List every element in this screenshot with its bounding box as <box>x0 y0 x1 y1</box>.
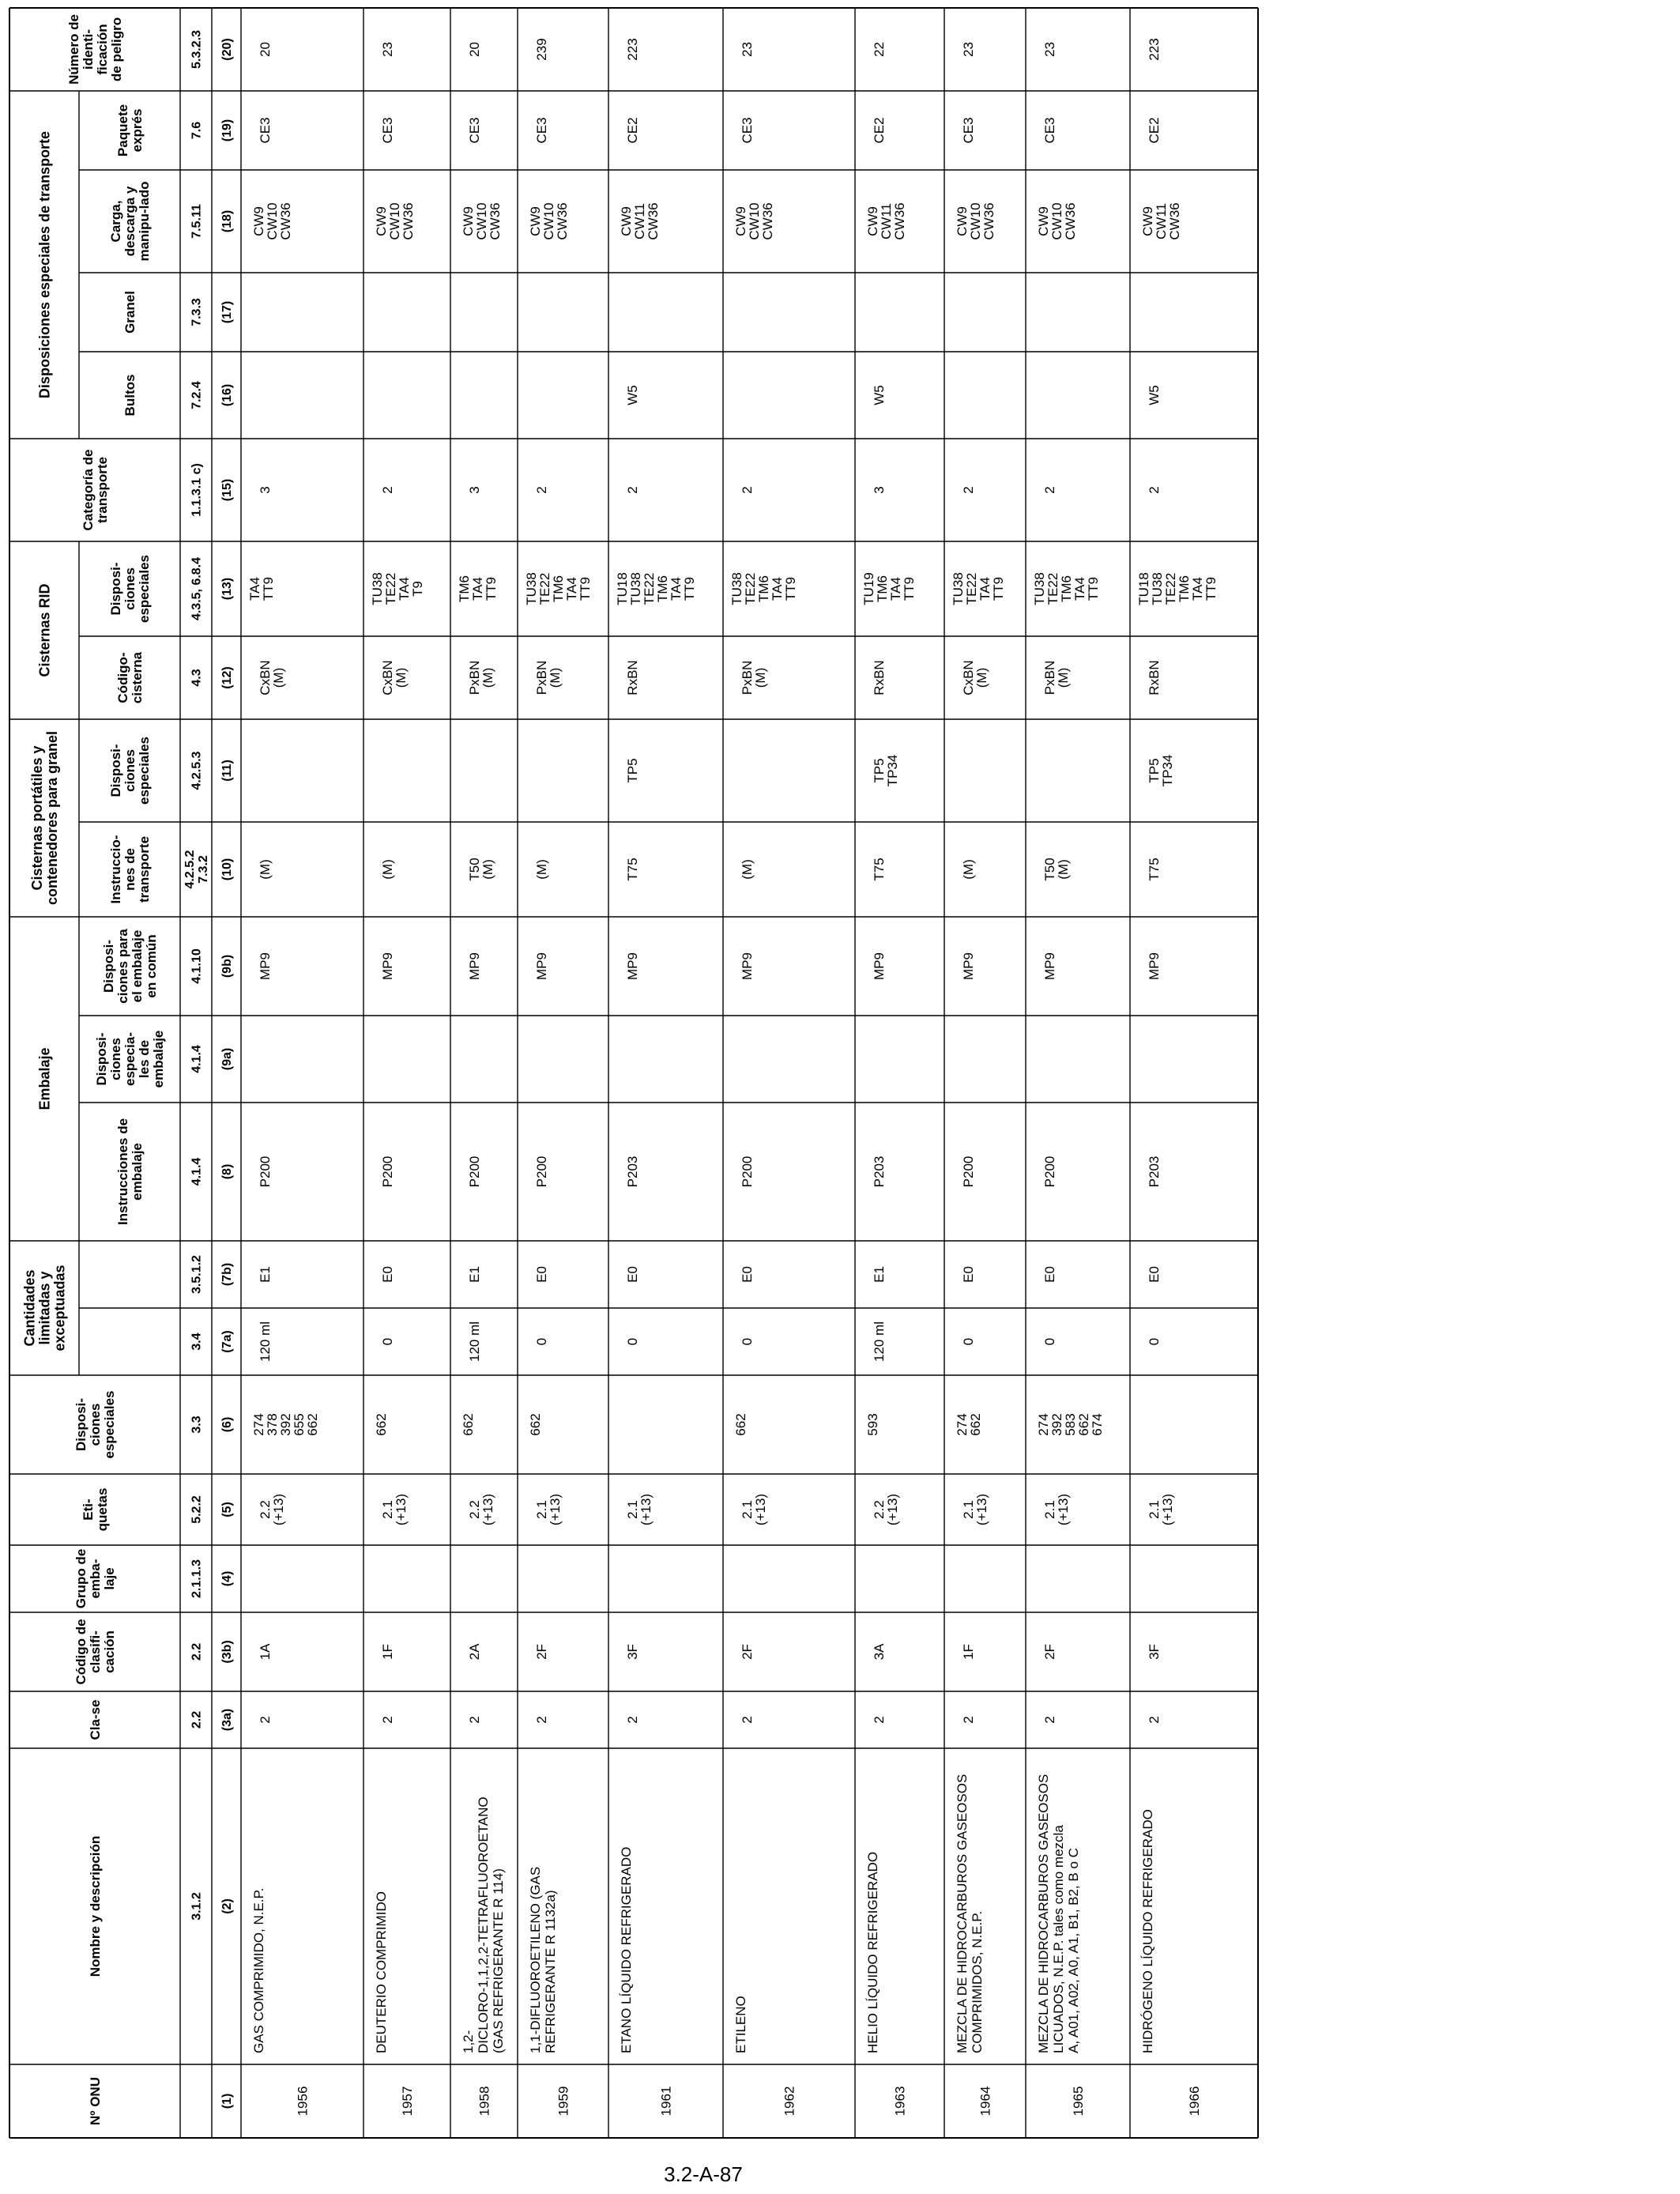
row-1965-c9b: MP9 <box>1042 952 1057 980</box>
column-number-c4: (4) <box>220 1570 235 1587</box>
row-1959-name: 1,1-DIFLUOROETILENO (GASREFRIGERANTE R 1132a) <box>527 1866 558 2053</box>
row-1961-c3b: 3F <box>624 1644 640 1660</box>
row-1962-c1: 1962 <box>782 2086 797 2117</box>
row-1957-c1: 1957 <box>399 2086 415 2117</box>
row-1959-c5: 2.1(+13) <box>533 1493 563 1526</box>
row-1961-c1: 1961 <box>658 2086 674 2117</box>
row-1958-c19: CE3 <box>466 117 482 144</box>
row-1963-c10: T75 <box>871 858 887 881</box>
row-1963-c6: 593 <box>864 1413 880 1436</box>
row-1965-c19: CE3 <box>1042 117 1057 144</box>
column-number-c7a: (7a) <box>220 1330 235 1353</box>
row-1965-c15: 2 <box>1042 486 1057 494</box>
row-1958-c13: TM6TA4TT9 <box>456 575 499 602</box>
column-number-c17: (17) <box>220 300 235 324</box>
column-header-c13: Disposi-cionesespeciales <box>107 554 152 624</box>
column-header-c11: Disposi-cionesespeciales <box>107 736 152 805</box>
row-1964-c12: CxBN(M) <box>960 660 989 696</box>
row-1961-c3a: 2 <box>624 1716 640 1724</box>
column-number-c20: (20) <box>220 38 235 61</box>
row-1965-c8: P200 <box>1042 1155 1057 1188</box>
row-1965-c12: PxBN(M) <box>1042 660 1071 696</box>
row-1966-name: HIDRÓGENO LÍQUIDO REFRIGERADO <box>1139 1809 1155 2053</box>
column-ref-c9b: 4.1.10 <box>190 948 204 984</box>
row-1959-c19: CE3 <box>533 117 549 144</box>
row-1962-c9b: MP9 <box>739 952 755 980</box>
group-header-limited: Cantidadeslimitadas yexceptuadas <box>21 1265 68 1351</box>
row-1964-c7b: E0 <box>960 1266 976 1283</box>
row-1963-c11: TP5TP34 <box>871 754 900 787</box>
column-header-c15: Categoría detransporte <box>80 449 110 531</box>
row-1961-c15: 2 <box>624 486 640 494</box>
row-1962-c12: PxBN(M) <box>739 660 768 696</box>
row-1959-c12: PxBN(M) <box>533 660 563 696</box>
row-1966-c7a: 0 <box>1146 1337 1162 1346</box>
column-header-c3a: Cla-se <box>87 1699 103 1740</box>
row-1965-name: MEZCLA DE HIDROCARBUROS GASEOSOSLICUADOS, N.E.P. tales como mezclaA, A01, A02, A0, A1, B1, B2, B o C <box>1035 1774 1081 2053</box>
row-1957-c13: TU38TE22TA4T9 <box>369 572 425 605</box>
row-1965-c10: T50(M) <box>1042 858 1071 881</box>
row-1965-c7a: 0 <box>1042 1337 1057 1346</box>
row-1966-c1: 1966 <box>1186 2086 1202 2117</box>
row-1957-c9b: MP9 <box>379 952 395 980</box>
row-1961-c16: W5 <box>624 385 640 405</box>
column-header-c1: Nº ONU <box>87 2077 103 2125</box>
row-1964-c3a: 2 <box>960 1716 976 1724</box>
row-1958-c3a: 2 <box>466 1716 482 1724</box>
row-1961-c7b: E0 <box>624 1266 640 1283</box>
column-header-c6: Disposi-cionesespeciales <box>73 1390 117 1459</box>
row-1961-c18: CW9CW11CW36 <box>618 202 661 240</box>
column-header-c17: Granel <box>122 291 137 334</box>
column-number-c11: (11) <box>220 760 235 782</box>
column-number-c18: (18) <box>220 209 235 233</box>
row-1959-c15: 2 <box>533 486 549 494</box>
column-number-c7b: (7b) <box>220 1262 235 1287</box>
row-1958-c3b: 2A <box>466 1643 482 1661</box>
column-ref-c2: 3.1.2 <box>190 1892 204 1921</box>
row-1963-c7a: 120 ml <box>871 1321 887 1363</box>
row-1959-c1: 1959 <box>556 2086 571 2117</box>
row-1966-c18: CW9CW11CW36 <box>1139 202 1182 240</box>
row-1957-c7b: E0 <box>379 1266 395 1283</box>
column-ref-c12: 4.3 <box>190 669 204 687</box>
row-1964-c7a: 0 <box>960 1337 976 1346</box>
column-ref-c18: 7.5.11 <box>190 204 204 239</box>
row-1959-c20: 239 <box>533 38 549 61</box>
row-1963-c19: CE2 <box>871 117 887 144</box>
row-1966-c9b: MP9 <box>1146 952 1162 980</box>
row-1958-c18: CW9CW10CW36 <box>460 202 503 240</box>
row-1965-c7b: E0 <box>1042 1266 1057 1283</box>
row-1962-c6: 662 <box>733 1413 748 1436</box>
column-header-c3b: Código declasifi-cación <box>73 1619 117 1685</box>
column-ref-c10: 4.2.5.27.3.2 <box>183 850 211 889</box>
row-1964-c19: CE3 <box>960 117 976 144</box>
row-1959-c10: (M) <box>533 859 549 880</box>
column-ref-c9a: 4.1.4 <box>190 1045 204 1073</box>
row-1961-c10: T75 <box>624 858 640 881</box>
row-1956-c10: (M) <box>257 859 273 880</box>
column-ref-c3a: 2.2 <box>190 1710 204 1729</box>
row-1962-c5: 2.1(+13) <box>739 1493 768 1526</box>
row-1963-c18: CW9CW11CW36 <box>864 202 907 240</box>
row-1966-c3b: 3F <box>1146 1644 1162 1660</box>
column-ref-c16: 7.2.4 <box>190 381 204 409</box>
row-1956-c15: 3 <box>257 486 273 494</box>
row-1961-c19: CE2 <box>624 117 640 144</box>
row-1956-c18: CW9CW10CW36 <box>250 202 293 240</box>
row-1963-name: HELIO LÍQUIDO REFRIGERADO <box>864 1851 880 2053</box>
row-1958-c10: T50(M) <box>466 858 495 881</box>
column-number-c15: (15) <box>220 478 235 502</box>
row-1966-c10: T75 <box>1146 858 1162 881</box>
row-1958-c7a: 120 ml <box>466 1321 482 1363</box>
row-1964-name: MEZCLA DE HIDROCARBUROS GASEOSOSCOMPRIMIDOS, N.E.P. <box>954 1774 985 2053</box>
column-ref-c7a: 3.4 <box>190 1333 204 1351</box>
column-header-c2: Nombre y descripción <box>87 1835 103 1977</box>
column-header-c18: Carga,descarga ymanipu-lado <box>107 181 152 262</box>
row-1966-c19: CE2 <box>1146 117 1162 144</box>
row-1964-c20: 23 <box>960 42 976 57</box>
row-1961-c11: TP5 <box>624 758 640 783</box>
column-ref-c15: 1.1.3.1 c) <box>190 463 204 517</box>
row-1965-c1: 1965 <box>1070 2086 1086 2117</box>
row-1964-c8: P200 <box>960 1155 976 1188</box>
row-1964-c6: 274662 <box>954 1413 983 1436</box>
column-ref-c7b: 3.5.1.2 <box>190 1255 204 1294</box>
row-1957-c3a: 2 <box>379 1716 395 1724</box>
row-1962-c18: CW9CW10CW36 <box>733 202 775 240</box>
row-1963-c3b: 3A <box>871 1643 887 1661</box>
group-header-rid: Cisternas RID <box>36 583 53 677</box>
row-1956-name: GAS COMPRIMIDO, N.E.P. <box>250 1887 266 2053</box>
row-1959-c13: TU38TE22TM6TA4TT9 <box>523 572 593 605</box>
column-header-c9a: Disposi-cionesespecia-les deembalaje <box>93 1030 166 1088</box>
row-1958-c8: P200 <box>466 1155 482 1188</box>
column-number-c16: (16) <box>220 383 235 407</box>
row-1961-c7a: 0 <box>624 1337 640 1346</box>
row-1961-name: ETANO LÍQUIDO REFRIGERADO <box>618 1846 634 2053</box>
row-1958-name: 1,2-DICLORO-1,1,2,2-TETRAFLUOROETANO(GAS REFRIGERANTE R 114) <box>460 1796 506 2053</box>
row-1957-c18: CW9CW10CW36 <box>373 202 416 240</box>
group-header-portable: Cisternas portátiles ycontenedores para granel <box>28 730 60 906</box>
row-1958-c12: PxBN(M) <box>466 660 495 696</box>
row-1962-c7a: 0 <box>739 1337 755 1346</box>
row-1958-c6: 662 <box>460 1413 476 1436</box>
row-1956-c8: P200 <box>257 1155 273 1188</box>
column-number-c12: (12) <box>220 666 235 689</box>
column-ref-c11: 4.2.5.3 <box>190 751 204 790</box>
row-1958-c15: 3 <box>466 486 482 494</box>
row-1959-c7b: E0 <box>533 1266 549 1283</box>
row-1966-c5: 2.1(+13) <box>1146 1493 1175 1526</box>
row-1958-c7b: E1 <box>466 1266 482 1283</box>
column-header-c12: Código-cisterna <box>115 651 145 704</box>
column-header-c9b: Disposi-ciones parael embalajeen común <box>100 929 159 1004</box>
row-1963-c15: 3 <box>871 486 887 494</box>
column-number-c10: (10) <box>220 858 235 881</box>
row-1962-c15: 2 <box>739 486 755 494</box>
row-1966-c15: 2 <box>1146 486 1162 494</box>
row-1957-c12: CxBN(M) <box>379 660 409 696</box>
row-1966-c3a: 2 <box>1146 1716 1162 1724</box>
row-1963-c12: RxBN <box>871 660 887 696</box>
column-number-c3b: (3b) <box>220 1640 235 1664</box>
column-header-c4: Grupo deemba-laje <box>73 1548 117 1609</box>
row-1958-c9b: MP9 <box>466 952 482 980</box>
row-1959-c9b: MP9 <box>533 952 549 980</box>
row-1966-c16: W5 <box>1146 385 1162 405</box>
row-1957-c3b: 1F <box>379 1644 395 1660</box>
row-1965-c5: 2.1(+13) <box>1042 1493 1071 1526</box>
row-1964-c5: 2.1(+13) <box>960 1493 989 1526</box>
row-1965-c13: TU38TE22TM6TA4TT9 <box>1031 572 1101 605</box>
row-1956-c12: CxBN(M) <box>257 660 286 696</box>
column-header-c8: Instrucciones deembalaje <box>115 1118 145 1226</box>
row-1959-c3a: 2 <box>533 1716 549 1724</box>
group-header-special_transport: Disposiciones especiales de transporte <box>36 130 53 399</box>
row-1956-c7a: 120 ml <box>257 1321 273 1363</box>
row-1956-c13: TA4TT9 <box>247 576 276 601</box>
row-1962-name: ETILENO <box>733 1996 748 2053</box>
column-header-c10: Instruccio-nes detransporte <box>107 835 152 904</box>
row-1963-c8: P203 <box>871 1155 887 1188</box>
row-1956-c3a: 2 <box>257 1716 273 1724</box>
row-1961-c20: 223 <box>624 38 640 61</box>
column-ref-c17: 7.3.3 <box>190 298 204 326</box>
table-text <box>21 14 1219 2125</box>
row-1959-c7a: 0 <box>533 1337 549 1346</box>
row-1966-c8: P203 <box>1146 1155 1162 1188</box>
row-1966-c13: TU18TU38TE22TM6TA4TT9 <box>1136 572 1219 605</box>
row-1957-c15: 2 <box>379 486 395 494</box>
row-1963-c3a: 2 <box>871 1716 887 1724</box>
column-ref-c6: 3.3 <box>190 1416 204 1434</box>
row-1962-c8: P200 <box>739 1155 755 1188</box>
row-1957-c7a: 0 <box>379 1337 395 1346</box>
column-header-c19: Paqueteexprés <box>115 104 145 157</box>
column-number-c5: (5) <box>220 1502 235 1517</box>
row-1957-c20: 23 <box>379 42 395 57</box>
column-header-c5: Eti-quetas <box>80 1487 110 1532</box>
column-ref-c4: 2.1.1.3 <box>190 1559 204 1598</box>
row-1962-c3a: 2 <box>739 1716 755 1724</box>
row-1966-c12: RxBN <box>1146 660 1162 696</box>
column-number-c6: (6) <box>220 1416 235 1433</box>
row-1963-c9b: MP9 <box>871 952 887 980</box>
row-1962-c10: (M) <box>739 859 755 880</box>
row-1965-c3b: 2F <box>1042 1644 1057 1660</box>
row-1963-c1: 1963 <box>892 2086 908 2117</box>
row-1964-c3b: 1F <box>960 1644 976 1660</box>
row-1958-c5: 2.2(+13) <box>466 1493 495 1526</box>
group-header-packaging: Embalaje <box>36 1047 53 1110</box>
row-1966-c11: TP5TP34 <box>1146 754 1175 787</box>
row-1957-c8: P200 <box>379 1155 395 1188</box>
row-1957-c5: 2.1(+13) <box>379 1493 409 1526</box>
row-1963-c16: W5 <box>871 385 887 405</box>
row-1961-c13: TU18TU38TE22TM6TA4TT9 <box>614 572 697 605</box>
column-ref-c3b: 2.2 <box>190 1642 204 1661</box>
row-1956-c6: 274378392655662 <box>250 1413 320 1436</box>
row-1966-c20: 223 <box>1146 38 1162 61</box>
row-1956-c7b: E1 <box>257 1266 273 1283</box>
row-1956-c3b: 1A <box>257 1643 273 1661</box>
row-1965-c20: 23 <box>1042 42 1057 57</box>
row-1956-c20: 20 <box>257 42 273 57</box>
row-1964-c1: 1964 <box>977 2086 993 2117</box>
row-1965-c18: CW9CW10CW36 <box>1035 202 1078 240</box>
row-1963-c20: 22 <box>871 42 887 57</box>
column-number-c9a: (9a) <box>220 1047 235 1071</box>
row-1956-c9b: MP9 <box>257 952 273 980</box>
row-1959-c3b: 2F <box>533 1644 549 1660</box>
column-ref-c20: 5.3.2.3 <box>190 30 204 69</box>
row-1957-c6: 662 <box>373 1413 389 1436</box>
column-ref-c13: 4.3.5, 6.8.4 <box>190 556 204 621</box>
column-ref-c5: 5.2.2 <box>190 1495 204 1524</box>
row-1962-c13: TU38TE22TM6TA4TT9 <box>729 572 798 605</box>
row-1964-c13: TU38TE22TA4TT9 <box>950 572 1006 605</box>
column-ref-c8: 4.1.4 <box>190 1157 204 1186</box>
row-1963-c5: 2.2(+13) <box>871 1493 900 1526</box>
row-1958-c20: 20 <box>466 42 482 57</box>
row-1964-c10: (M) <box>960 859 976 880</box>
row-1959-c6: 662 <box>527 1413 543 1436</box>
row-1959-c8: P200 <box>533 1155 549 1188</box>
row-1962-c19: CE3 <box>739 117 755 144</box>
row-1956-c19: CE3 <box>257 117 273 144</box>
row-1964-c18: CW9CW10CW36 <box>954 202 996 240</box>
row-1962-c7b: E0 <box>739 1266 755 1283</box>
row-1961-c8: P203 <box>624 1155 640 1188</box>
column-number-c1: (1) <box>220 2093 235 2109</box>
column-ref-c19: 7.6 <box>190 121 204 140</box>
column-number-c9b: (9b) <box>220 954 235 978</box>
row-1966-c7b: E0 <box>1146 1266 1162 1283</box>
row-1961-c12: RxBN <box>624 660 640 696</box>
row-1963-c13: TU19TM6TA4TT9 <box>861 572 917 605</box>
row-1957-c10: (M) <box>379 859 395 880</box>
column-number-c3a: (3a) <box>220 1708 235 1732</box>
row-1961-c9b: MP9 <box>624 952 640 980</box>
row-1964-c15: 2 <box>960 486 976 494</box>
page-number: 3.2-A-87 <box>664 2162 743 2186</box>
row-1965-c6: 274392583662674 <box>1035 1413 1105 1436</box>
column-header-c16: Bultos <box>122 374 137 417</box>
row-1958-c1: 1958 <box>477 2086 492 2117</box>
column-header-c20: Número deidenti-ficaciónde peligro <box>66 14 124 85</box>
column-number-c2: (2) <box>220 1898 235 1914</box>
row-1957-c19: CE3 <box>379 117 395 144</box>
row-1962-c3b: 2F <box>739 1644 755 1660</box>
column-number-c19: (19) <box>220 119 235 142</box>
row-1964-c9b: MP9 <box>960 952 976 980</box>
row-1965-c3a: 2 <box>1042 1716 1057 1724</box>
column-number-c13: (13) <box>220 577 235 601</box>
row-1963-c7b: E1 <box>871 1266 887 1283</box>
row-1959-c18: CW9CW10CW36 <box>527 202 570 240</box>
row-1956-c1: 1956 <box>295 2086 311 2117</box>
column-number-c8: (8) <box>220 1163 235 1180</box>
row-1956-c5: 2.2(+13) <box>257 1493 286 1526</box>
row-1961-c5: 2.1(+13) <box>624 1493 654 1526</box>
row-1957-name: DEUTERIO COMPRIMIDO <box>373 1891 389 2053</box>
row-1962-c20: 23 <box>739 42 755 57</box>
